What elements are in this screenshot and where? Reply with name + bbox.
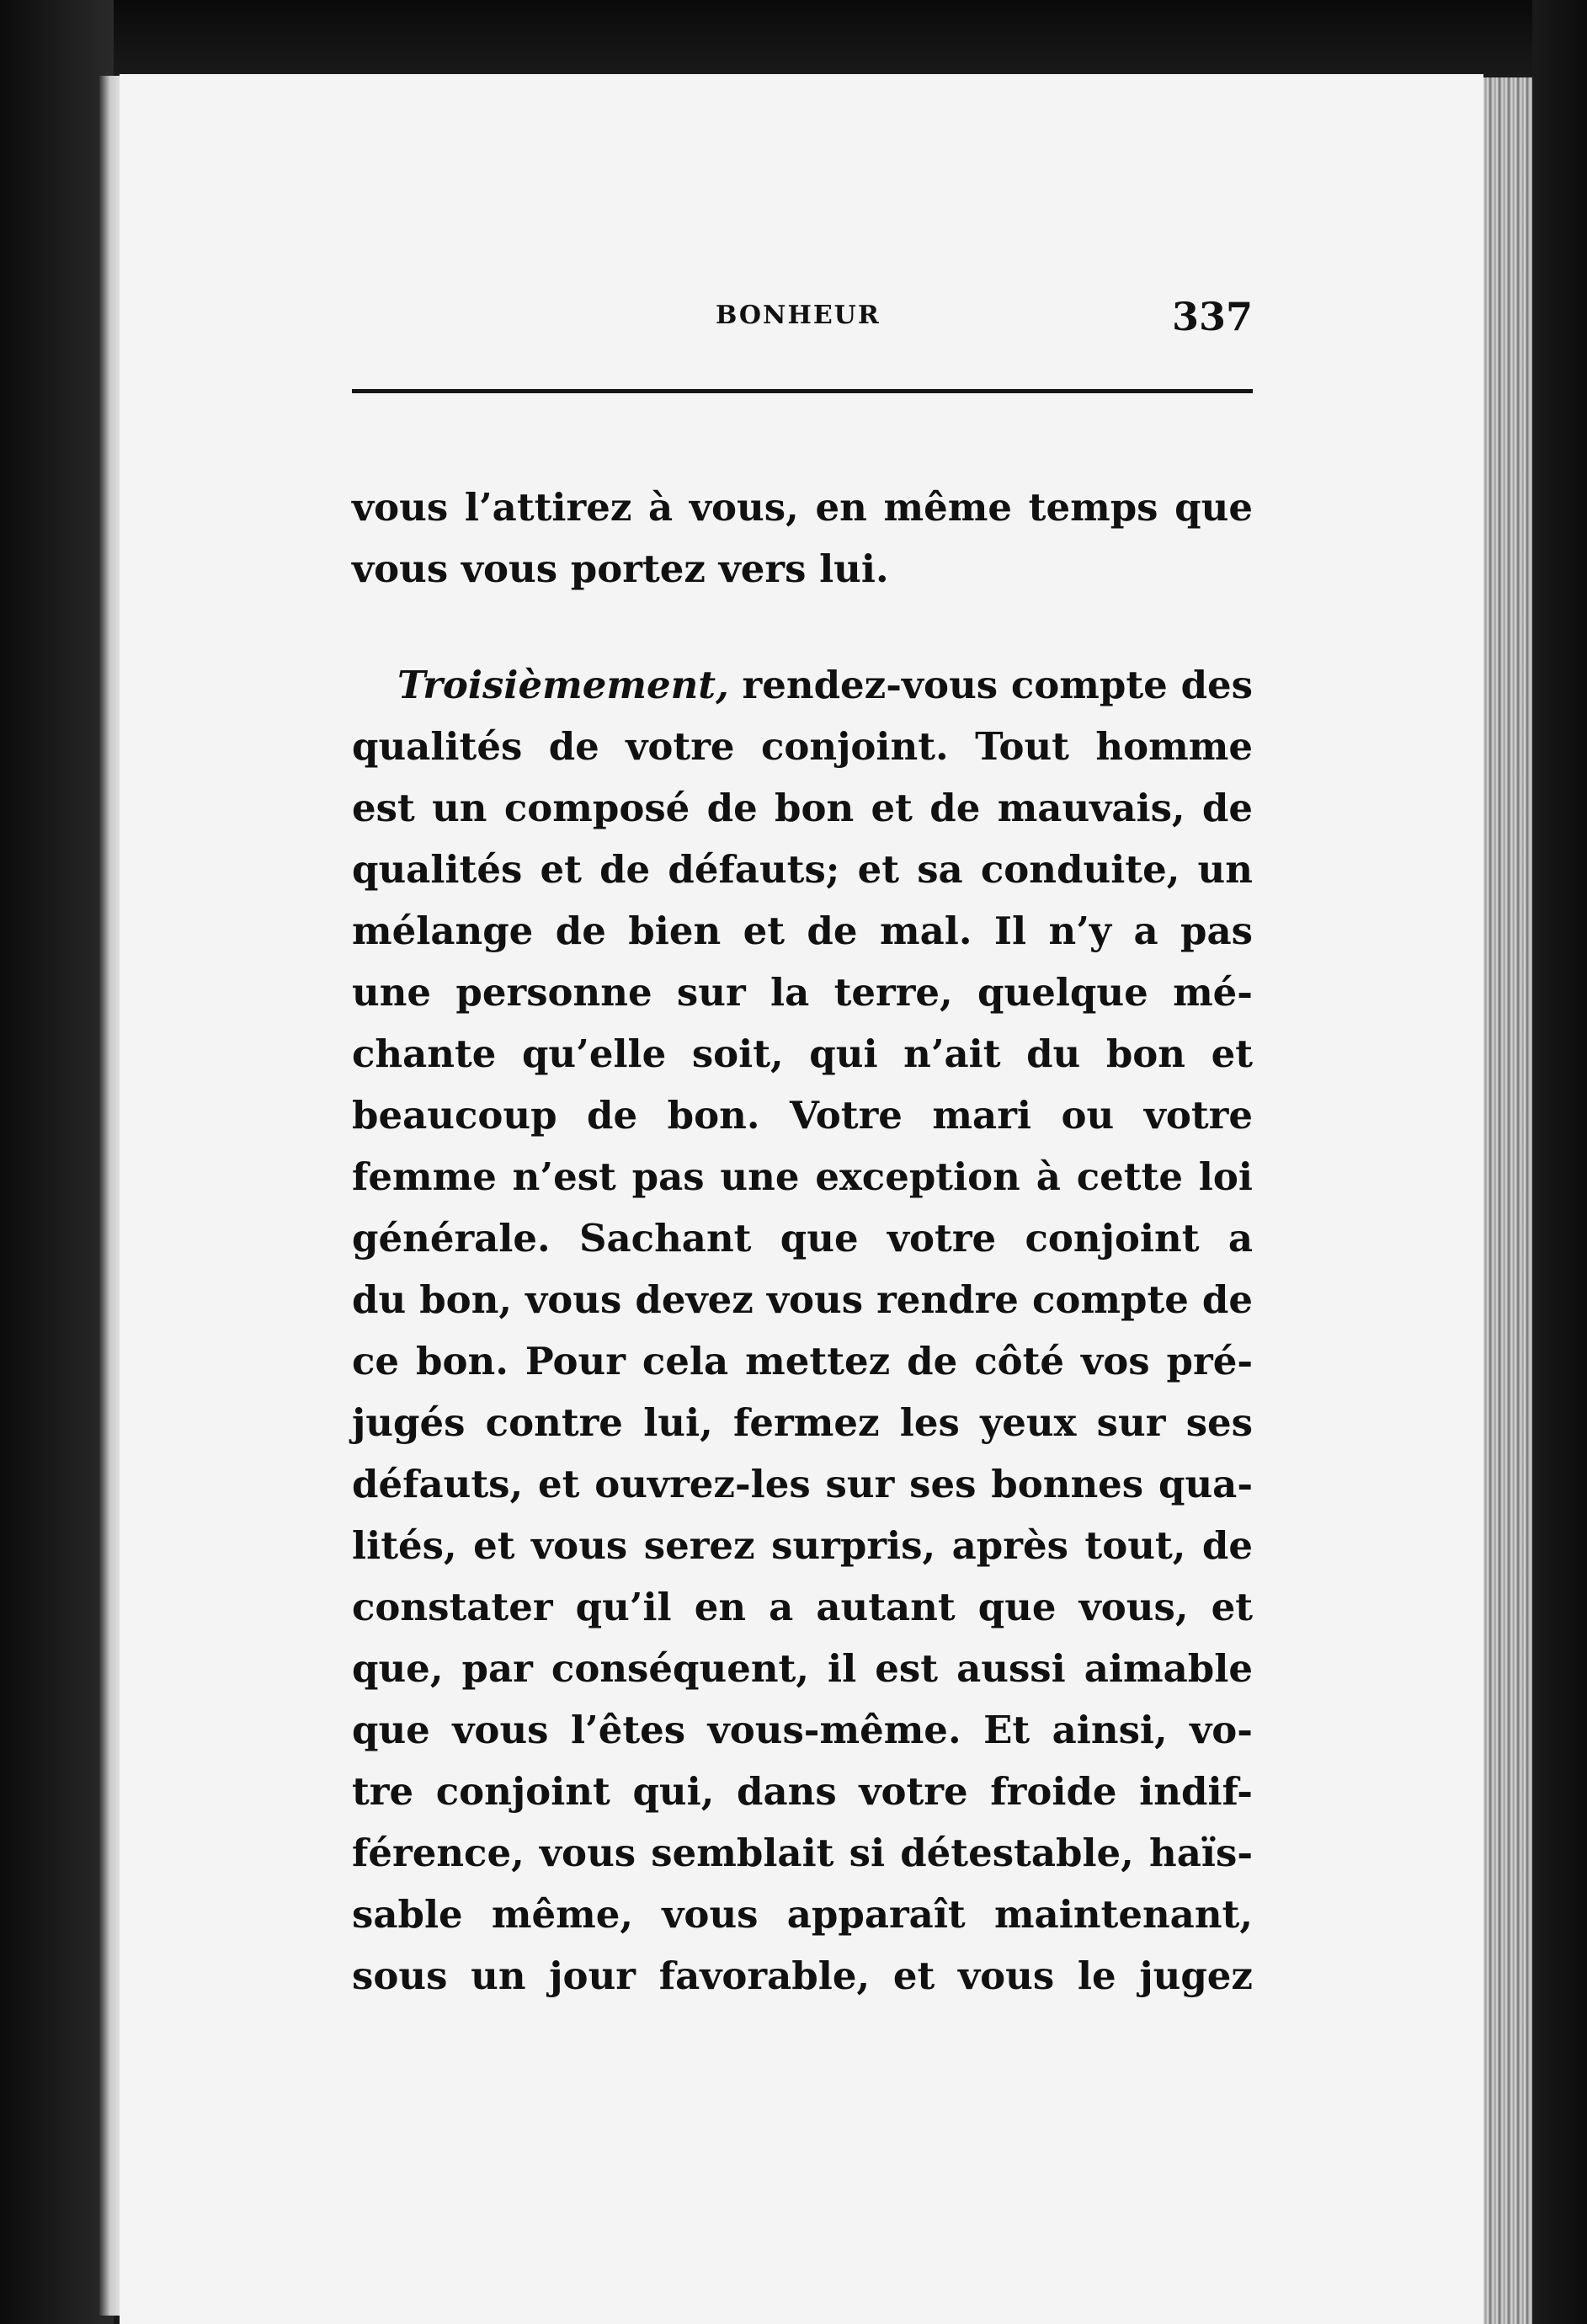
running-title: BONHEUR bbox=[716, 301, 881, 330]
text-line bbox=[352, 654, 1253, 716]
scan-left-border bbox=[0, 0, 114, 2324]
text-line: générale. Sachant que votre conjoint a bbox=[352, 1216, 1253, 1261]
text-line: beaucoup de bon. Votre mari ou votre bbox=[352, 1093, 1253, 1138]
body-text bbox=[352, 477, 1253, 2007]
text-fragment: rendez-vous compte des bbox=[728, 663, 1253, 707]
text-line: ce bon. Pour cela mettez de côté vos pré- bbox=[352, 1339, 1253, 1383]
text-line: constater qu’il en a autant que vous, et bbox=[352, 1585, 1253, 1629]
text-line: qualités et de défauts; et sa conduite, un bbox=[352, 847, 1253, 892]
text-line: chante qu’elle soit, qui n’ait du bon et bbox=[352, 1031, 1253, 1076]
text-line: vous vous portez vers lui. bbox=[352, 546, 889, 591]
text-line: jugés contre lui, fermez les yeux sur ses bbox=[352, 1400, 1253, 1445]
text-line: férence, vous semblait si détestable, haïs- bbox=[352, 1831, 1253, 1875]
text-line: défauts, et ouvrez-les sur ses bonnes qua- bbox=[352, 1462, 1253, 1506]
text-line: est un composé de bon et de mauvais, de bbox=[352, 786, 1253, 830]
text-line: une personne sur la terre, quelque mé- bbox=[352, 970, 1253, 1015]
running-head bbox=[352, 294, 1253, 349]
text-line: que, par conséquent, il est aussi aimable bbox=[352, 1646, 1253, 1691]
page-stack-edges bbox=[1483, 77, 1532, 2324]
text-line: vous l’attirez à vous, en même temps que bbox=[352, 485, 1253, 530]
page-number: 337 bbox=[1171, 294, 1253, 339]
paragraph-gap bbox=[352, 600, 1253, 654]
text-line: femme n’est pas une exception à cette loi bbox=[352, 1154, 1253, 1199]
text-line: tre conjoint qui, dans votre froide indif- bbox=[352, 1769, 1253, 1814]
header-rule bbox=[352, 389, 1253, 393]
italic-lead: Troisièmement, bbox=[397, 663, 729, 707]
text-line: qualités de votre conjoint. Tout homme bbox=[352, 724, 1253, 769]
text-line: lités, et vous serez surpris, après tout, de bbox=[352, 1523, 1253, 1568]
text-line: sable même, vous apparaît maintenant, bbox=[352, 1892, 1253, 1937]
scan-right-border bbox=[1532, 0, 1587, 2324]
scan-top-border bbox=[0, 0, 1587, 77]
text-line: que vous l’êtes vous-même. Et ainsi, vo- bbox=[352, 1708, 1253, 1752]
text-line: sous un jour favorable, et vous le jugez bbox=[352, 1954, 1253, 1998]
text-line: mélange de bien et de mal. Il n’y a pas bbox=[352, 909, 1253, 953]
text-line: du bon, vous devez vous rendre compte de bbox=[352, 1277, 1253, 1322]
